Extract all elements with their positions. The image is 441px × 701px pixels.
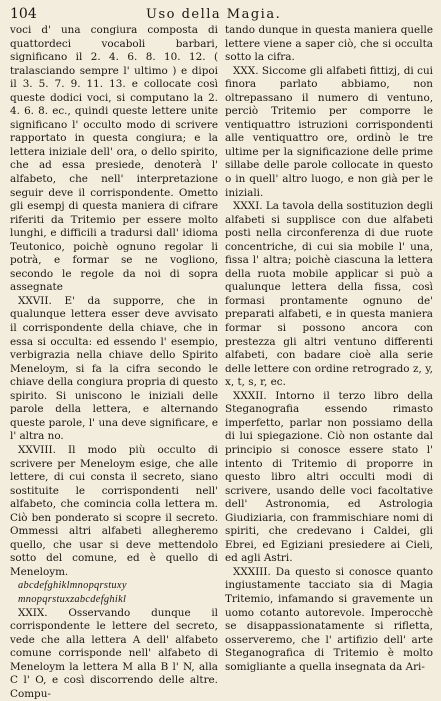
- right-column: [225, 24, 433, 701]
- alphabet-common: abcdefghiklmnopqrstuxy: [18, 580, 127, 592]
- running-title: Uso della Magia.: [146, 7, 282, 22]
- paragraph-continuation-right: tando dunque in questa maniera quelle lettere viene a saper ciò, che si occulta sotto la cifra.: [225, 24, 433, 64]
- alphabet-table: [10, 579, 218, 606]
- paragraph-xxxii: XXXII. Intorno il terzo libro della Steganografia essendo rimasto imperfetto, parlar non possiamo della di lui spiegazione. Ciò non ostante dal principio si conosce essere stato l' intento di Tritemio di proporre in questo libro altri occulti modi di scrivere, usando delle voci facoltative dell' Astronomia, ed Astrologia Giudiziaria, con frammischiare nomi di spiriti, che credevano i Caldei, gli Ebrei, ed Egiziani presiedere ai Cieli, ed agli Astri.: [225, 389, 433, 565]
- text-columns: [10, 24, 433, 701]
- page-number: 104: [10, 6, 37, 22]
- paragraph-xxix: XXIX. Osservando dunque il corrispondente le lettere del secreto, vede che alla lettera A dell' alfabeto comune corrisponde nell' alfabeto di Meneloym la lettera M alla B l' N, alla C l' O, e così discorrendo delle altre. Compu-: [10, 606, 218, 700]
- paragraph-xxvii: XXVII. E' da supporre, che in qualunque lettera esser deve avvisato il corrispondente della chiave, che in essa si occulta: ed essendo l' esempio, verbigrazia nella chiave dello Spirito Meneloym, si fa la cifra secondo le chiave della congiura propria di questo spirito. Si uniscono le iniziali delle parole della lettera, e alternando queste parole, l' una deve significare, e l' altra no.: [10, 294, 218, 443]
- paragraph-xxxi: XXXI. La tavola della sostituzion degli alfabeti si supplisce con due alfabeti posti nella circonferenza di due ruote concentriche, di cui sia mobile l' una, fissa l' altra; poichè ciascuna la lettera della ruota mobile applicar si può a qualunque lettera della fissa, così formasi prontamente ognuno de' preparati alfabeti, e in questa maniera formar si possono ancora con prestezza gli altri ventuno differenti alfabeti, con badare cioè alla serie delle lettere con ordine retrogrado z, y, x, t, s, r, ec.: [225, 200, 433, 389]
- paragraph-continuation: voci d' una congiura composta di quattordeci vocaboli barbari, significano il 2. 4. 6. 8. 10. 12. ( tralasciando sempre l' ultimo ) e dipoi il 3. 5. 7. 9. 11. 13. e collocate così queste dodici voci, si computano la 2. 4. 6. 8. ec., quindi queste lettere unite significano l' occulto modo di scrivere rapportato in questa congiura; e la lettera iniziale dell' ora, o dello spirito, che ad essa presiede, denoterà l' alfabeto, che nell' interpretazione seguir deve il corrispondente. Ometto gli esempj di questa maniera di cifrare riferiti da Tritemio per essere molto lunghi, e difficili a tradursi dall' idioma Teutonico, poichè ognuno regolar li potrà, e formar se ne vogliono, secondo le regole da noi di sopra assegnate: [10, 24, 218, 294]
- paragraph-xxviii: XXVIII. Il modo più occulto di scrivere per Meneloym esige, che alle lettere, di cui consta il secreto, siano sostituite le corrispondenti nell' alfabeto, che comincia colla lettera m. Ciò ben ponderato si scopre il secreto. Ommessi altri alfabeti allegheremo quello, che usar si deve mettendolo sotto del comune, ed è quello di Meneloym.: [10, 443, 218, 578]
- paragraph-xxx: XXX. Siccome gli alfabeti fittizj, di cui finora parlato abbiamo, non oltrepassano il numero di ventuno, perciò Tritemio per comporre le ventiquattro istruzioni corrispondenti alle ventiquattro ore, ordinò le tre ultime per la significazione delle prime sillabe delle parole collocate in questo o in quell' altro luogo, e non già per le iniziali.: [225, 64, 433, 199]
- alphabet-meneloym: mnopqrstuxzabcdefghikl: [18, 593, 127, 605]
- paragraph-xxxiii: XXXIII. Da questo si conosce quanto ingiustamente tacciato sia di Magia Tritemio, infamando si gravemente un uomo cotanto autorevole. Imperocchè se disappassionatamente si rifletta, osserveremo, che l' artifizio dell' arte Steganografica di Tritemio è molto somigliante a quella insegnata da Ari-: [225, 565, 433, 673]
- page-header: [10, 6, 433, 22]
- left-column: [10, 24, 218, 701]
